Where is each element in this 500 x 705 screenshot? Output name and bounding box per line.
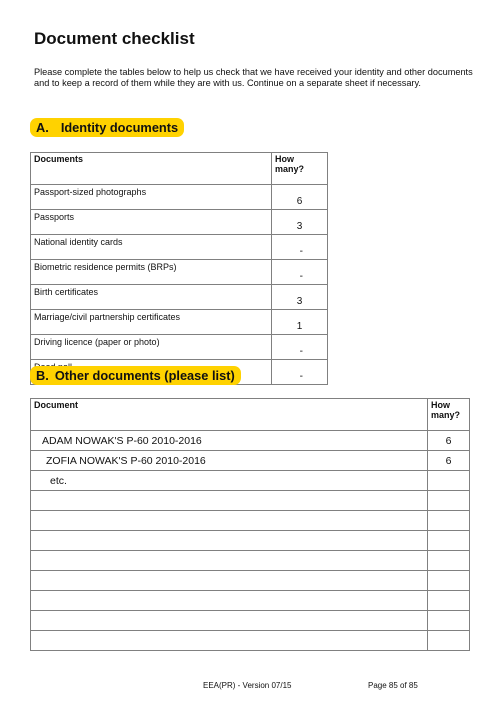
table-row — [31, 335, 328, 360]
document-entry-field[interactable] — [31, 591, 428, 611]
row-count-field[interactable] — [428, 591, 470, 611]
row-count-field[interactable]: - — [272, 335, 328, 360]
column-header-documents: Documents — [31, 153, 272, 185]
table-row — [31, 491, 470, 511]
document-entry-field[interactable] — [31, 511, 428, 531]
section-b-heading — [30, 366, 241, 385]
document-entry-field[interactable] — [31, 571, 428, 591]
row-label: Marriage/civil partnership certificates — [31, 310, 272, 335]
document-entry-field[interactable]: etc. — [31, 471, 428, 491]
document-entry-field[interactable] — [31, 631, 428, 651]
document-entry-field[interactable]: ZOFIA NOWAK'S P-60 2010-2016 — [31, 451, 428, 471]
document-entry-field[interactable] — [31, 551, 428, 571]
row-count-field[interactable]: 6 — [428, 451, 470, 471]
table-row — [31, 631, 470, 651]
column-header-how-many: How many? — [272, 153, 328, 185]
section-a-title: Identity documents — [60, 120, 179, 135]
document-entry-field[interactable] — [31, 611, 428, 631]
table-header-row — [31, 153, 328, 185]
table-row — [31, 210, 328, 235]
table-header-row — [31, 399, 470, 431]
section-b-highlight — [30, 366, 241, 385]
table-row — [31, 451, 470, 471]
row-label: Biometric residence permits (BRPs) — [31, 260, 272, 285]
row-count-field[interactable] — [428, 551, 470, 571]
table-row — [31, 471, 470, 491]
section-a-highlight — [30, 118, 184, 137]
section-b-title: Other documents (please list) — [54, 368, 235, 383]
row-count-field[interactable]: 6 — [272, 185, 328, 210]
row-count-field[interactable]: 3 — [272, 210, 328, 235]
row-count-field[interactable]: 6 — [428, 431, 470, 451]
row-label: National identity cards — [31, 235, 272, 260]
row-label: Birth certificates — [31, 285, 272, 310]
row-count-field[interactable]: - — [272, 360, 328, 385]
other-documents-table — [30, 398, 470, 651]
intro-text: Please complete the tables below to help us check that we have received your identity and other documents and to keep a record of them while they are with us. Continue on a separate sheet if necessary. — [34, 67, 473, 88]
row-label: Passport-sized photographs — [31, 185, 272, 210]
section-a-heading — [30, 118, 184, 137]
row-count-field[interactable]: 3 — [272, 285, 328, 310]
table-row — [31, 431, 470, 451]
column-header-how-many: How many? — [428, 399, 470, 431]
document-entry-field[interactable]: ADAM NOWAK'S P-60 2010-2016 — [31, 431, 428, 451]
row-count-field[interactable]: - — [272, 235, 328, 260]
table-row — [31, 285, 328, 310]
row-label: Driving licence (paper or photo) — [31, 335, 272, 360]
row-count-field[interactable] — [428, 571, 470, 591]
table-row — [31, 591, 470, 611]
table-row — [31, 310, 328, 335]
table-row — [31, 551, 470, 571]
document-entry-field[interactable] — [31, 531, 428, 551]
section-b-letter: B. — [36, 368, 49, 383]
row-count-field[interactable]: - — [272, 260, 328, 285]
row-count-field[interactable] — [428, 491, 470, 511]
row-count-field[interactable]: 1 — [272, 310, 328, 335]
identity-documents-table — [30, 152, 328, 385]
row-count-field[interactable] — [428, 471, 470, 491]
table-row — [31, 260, 328, 285]
section-a-letter: A. — [36, 120, 49, 135]
table-row — [31, 531, 470, 551]
table-row — [31, 571, 470, 591]
table-row — [31, 185, 328, 210]
footer-version: EEA(PR) - Version 07/15 — [203, 681, 292, 690]
footer-page-number: Page 85 of 85 — [368, 681, 418, 690]
row-label: Passports — [31, 210, 272, 235]
table-row — [31, 235, 328, 260]
column-header-document: Document — [31, 399, 428, 431]
row-count-field[interactable] — [428, 531, 470, 551]
row-count-field[interactable] — [428, 631, 470, 651]
page-title: Document checklist — [34, 29, 195, 48]
document-entry-field[interactable] — [31, 491, 428, 511]
table-row — [31, 611, 470, 631]
row-count-field[interactable] — [428, 611, 470, 631]
row-count-field[interactable] — [428, 511, 470, 531]
table-row — [31, 511, 470, 531]
